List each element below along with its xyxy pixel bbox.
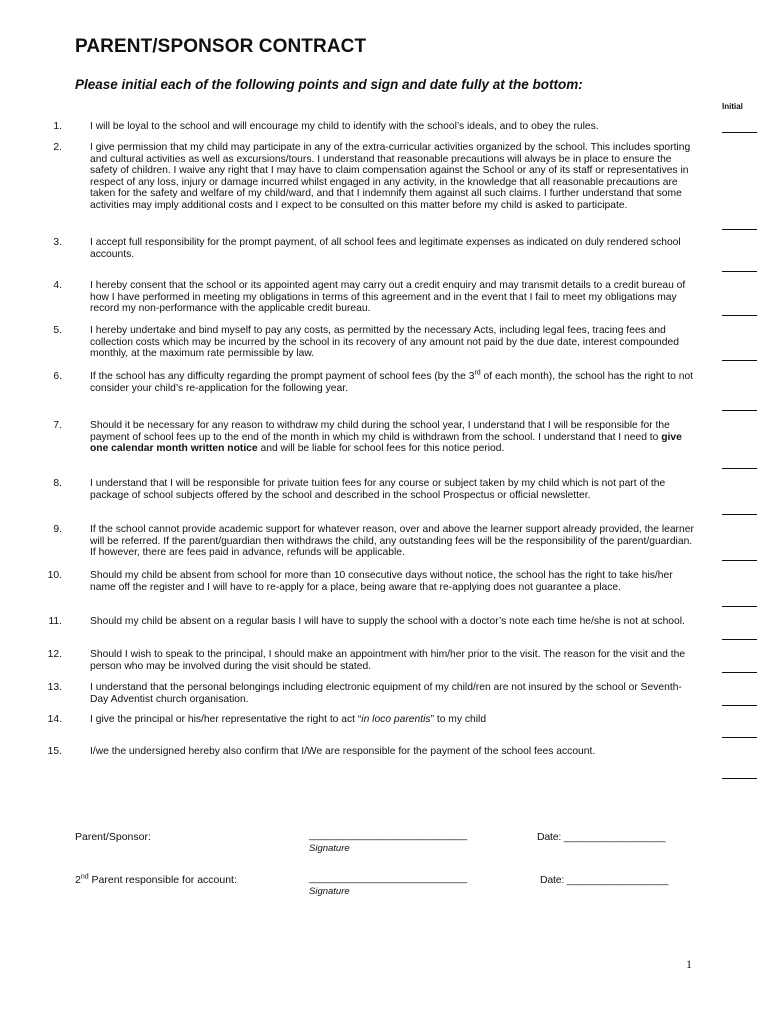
- clause-number: 2.: [53, 142, 62, 153]
- clause-text: I will be loyal to the school and will encourage my child to identify with the school’s ideals, and to obey the rules.: [90, 121, 599, 132]
- initial-field[interactable]: [722, 778, 757, 779]
- clause-text: I understand that I will be responsible for private tuition fees for any course or subject taken by my child which is not part of the package of school subjects offered by the school and described in the school Prospectus or official newsletter.: [90, 478, 666, 501]
- initial-field[interactable]: [722, 737, 757, 738]
- clause-text: Should my child be absent from school for more than 10 consecutive days without notice, the school has the right to take his/her name off the register and I will have to re-apply for a place, being aware that re-applying does not guarantee a place.: [90, 570, 673, 593]
- initial-column-header: Initial: [722, 102, 743, 111]
- initial-field[interactable]: [722, 271, 757, 272]
- parent-signature-field[interactable]: ____________________________: [309, 829, 467, 841]
- parent-date-field[interactable]: Date: __________________: [537, 831, 666, 843]
- clause-number: 9.: [53, 524, 62, 535]
- initial-field[interactable]: [722, 514, 757, 515]
- second-parent-label: 2nd Parent responsible for account:: [75, 873, 237, 886]
- initial-field[interactable]: [722, 360, 757, 361]
- signature-caption: Signature: [309, 843, 350, 854]
- instruction-text: Please initial each of the following points and sign and date fully at the bottom:: [75, 77, 583, 92]
- clause-text: I give permission that my child may participate in any of the extra-curricular activities organized by the school. This includes sporting and cultural activities as well as excursions/tours. I understand that reasonable precautions will always be in place to ensure the safety of children. I waive any right that I may have to claim compensation against the School or any of its staff or representatives in respect of any loss, injury or damage incurred whilst engaged in any activity, in the knowledge that all reasonable precautions are taken for the safety and welfare of my child/ward, and that I indemnify them against all such claims. I further understand that some activities may imply additional costs and I expect to be consulted on this matter before my child is asked to participate.: [90, 142, 691, 211]
- page-number: 1: [686, 957, 692, 971]
- parent-sponsor-label: Parent/Sponsor:: [75, 831, 151, 843]
- clause-number: 7.: [53, 420, 62, 431]
- clause-number: 12.: [47, 649, 62, 660]
- clause-text: I accept full responsibility for the prompt payment, of all school fees and legitimate expenses as indicated on duly rendered school accounts.: [90, 237, 681, 260]
- initial-field[interactable]: [722, 705, 757, 706]
- clause-number: 10.: [47, 570, 62, 581]
- clause-number: 14.: [47, 714, 62, 725]
- clause-text: If the school has any difficulty regarding the prompt payment of school fees (by the 3rd of each month), the school has the right to not consider your child’s re-application for the following year.: [90, 369, 694, 394]
- clause-number: 15.: [47, 746, 62, 757]
- initial-field[interactable]: [722, 560, 757, 561]
- initial-field[interactable]: [722, 315, 757, 316]
- clause-number: 11.: [48, 616, 62, 627]
- clause-text: I give the principal or his/her representative the right to act “in loco parentis” to my child: [90, 714, 487, 725]
- initial-field[interactable]: [722, 410, 757, 411]
- clause-number: 3.: [53, 237, 62, 248]
- second-parent-signature-field[interactable]: ____________________________: [309, 872, 467, 884]
- clause-text: Should I wish to speak to the principal, I should make an appointment with him/her prior to the visit. The reason for the visit and the person who may be involved during the visit should be stated.: [90, 649, 686, 672]
- initial-field[interactable]: [722, 606, 757, 607]
- clause-number: 8.: [53, 478, 62, 489]
- clause-number: 1.: [53, 121, 62, 132]
- clause-text: I hereby consent that the school or its appointed agent may carry out a credit enquiry and may transmit details to a credit bureau of how I have performed in meeting my obligations in terms of this agreement and in the event that I fail to meet my obligations may record my non-performance with the applicable credit bureau.: [90, 280, 686, 314]
- clause-text: I hereby undertake and bind myself to pay any costs, as permitted by the necessary Acts, including legal fees, tracing fees and collection costs which may be incurred by the school in its recovery of any amount not paid by the due date, interest compounded monthly, at the maximum rate permissible by law.: [90, 325, 679, 359]
- initial-field[interactable]: [722, 672, 757, 673]
- clause-text: Should my child be absent on a regular basis I will have to supply the school with a doctor’s note each time he/she is not at school.: [90, 616, 685, 627]
- initial-field[interactable]: [722, 132, 757, 133]
- clause-number: 13.: [47, 682, 62, 693]
- clause-number: 6.: [53, 371, 62, 382]
- clause-number: 5.: [53, 325, 62, 336]
- clause-number: 4.: [53, 280, 62, 291]
- initial-field[interactable]: [722, 468, 757, 469]
- document-title: PARENT/SPONSOR CONTRACT: [75, 36, 367, 57]
- second-parent-date-field[interactable]: Date: __________________: [540, 874, 669, 886]
- initial-field[interactable]: [722, 229, 757, 230]
- clause-text: Should it be necessary for any reason to withdraw my child during the school year, I understand that I will be responsible for the payment of school fees up to the end of the month in which my child is withdrawn from the school. I understand that I need to give one calendar month written notice and will be liable for school fees for this notice period.: [90, 420, 682, 454]
- signature-caption: Signature: [309, 886, 350, 897]
- notice-emphasis: give one calendar month written notice: [90, 431, 682, 454]
- clause-text: I understand that the personal belongings including electronic equipment of my child/ren are not insured by the school or Seventh-Day Adventist church organisation.: [90, 682, 682, 705]
- initial-field[interactable]: [722, 639, 757, 640]
- clause-text: If the school cannot provide academic support for whatever reason, over and above the learner support already provided, the learner will be referred. If the parent/guardian then withdraws the child, any outstanding fees will be the responsibility of the parent/guardian. If however, there are fees paid in advance, refunds will be applicable.: [90, 524, 694, 558]
- clause-text: I/we the undersigned hereby also confirm that I/We are responsible for the payment of the school fees account.: [90, 746, 596, 757]
